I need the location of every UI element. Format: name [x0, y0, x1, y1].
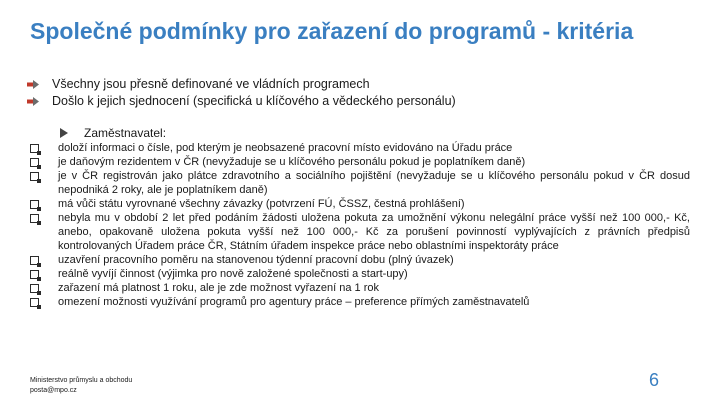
checkbox-bullet-icon: [30, 144, 39, 153]
checkbox-bullet-icon: [30, 172, 39, 181]
employer-heading-label: Zaměstnavatel:: [84, 126, 167, 140]
criteria-item: [58, 253, 690, 267]
criteria-text: je daňovým rezidentem v ČR (nevyžaduje se u klíčového personálu pokud je poplatníkem daně): [58, 156, 526, 168]
intro-text: Došlo k jejich sjednocení (specifická u klíčového a vědeckého personálu): [52, 94, 456, 108]
checkbox-bullet-icon: [30, 298, 39, 307]
arrow-bullet-icon: [27, 80, 39, 89]
criteria-text: zařazení má platnost 1 roku, ale je zde možnost vyřazení na 1 rok: [58, 282, 379, 294]
footer-organization: Ministerstvo průmyslu a obchodu: [30, 377, 133, 384]
page-number: 6: [649, 370, 660, 390]
criteria-item: [58, 295, 690, 309]
criteria-item: [58, 267, 690, 281]
intro-item: [52, 76, 652, 93]
intro-list: [52, 76, 652, 110]
criteria-text: je v ČR registrován jako plátce zdravotního a sociálního pojištění (nevyžaduje se u klíčového personálu pokud v ČR dosud nepodniká 2 roky, ale je poplatníkem daně): [58, 170, 690, 196]
checkbox-bullet-icon: [30, 284, 39, 293]
footer: [30, 376, 132, 396]
intro-text: Všechny jsou přesně definované ve vládních programech: [52, 77, 370, 91]
criteria-text: omezení možnosti využívání programů pro agentury práce – preference přímých zaměstnavatelů: [58, 296, 530, 308]
intro-item: [52, 93, 652, 110]
checkbox-bullet-icon: [30, 256, 39, 265]
criteria-item: [58, 141, 690, 155]
criteria-item: [58, 155, 690, 169]
checkbox-bullet-icon: [30, 158, 39, 167]
criteria-text: doloží informaci o čísle, pod kterým je neobsazené pracovní místo evidováno na Úřadu práce: [58, 142, 513, 154]
footer-email: posta@mpo.cz: [30, 387, 77, 394]
criteria-text: uzavření pracovního poměru na stanovenou týdenní pracovní dobu (plný úvazek): [58, 254, 454, 266]
criteria-item: [58, 169, 690, 197]
criteria-item: [58, 211, 690, 253]
triangle-bullet-icon: [60, 128, 68, 138]
criteria-item: [58, 281, 690, 295]
criteria-text: nebyla mu v období 2 let před podáním žádosti uložena pokuta za umožnění výkonu nelegální práce vyšší než 100 000,- Kč, anebo, opakovaně uložena pokuta vyšší než 100 000,- Kč za porušení povinností vyplývajících z právních předpisů kontrolovaných Úřadem práce ČR, Státním úřadem inspekce práce nebo oblastními inspektoráty práce: [58, 212, 690, 252]
checkbox-bullet-icon: [30, 214, 39, 223]
checkbox-bullet-icon: [30, 270, 39, 279]
criteria-text: má vůči státu vyrovnané všechny závazky (potvrzení FÚ, ČSSZ, čestná prohlášení): [58, 198, 465, 210]
checkbox-bullet-icon: [30, 200, 39, 209]
arrow-bullet-icon: [27, 97, 39, 106]
criteria-text: reálně vyvíjí činnost (výjimka pro nově založené společnosti a start-upy): [58, 268, 408, 280]
criteria-item: [58, 197, 690, 211]
slide-title: Společné podmínky pro zařazení do programů - kritéria: [30, 18, 634, 44]
criteria-list: [58, 141, 690, 309]
